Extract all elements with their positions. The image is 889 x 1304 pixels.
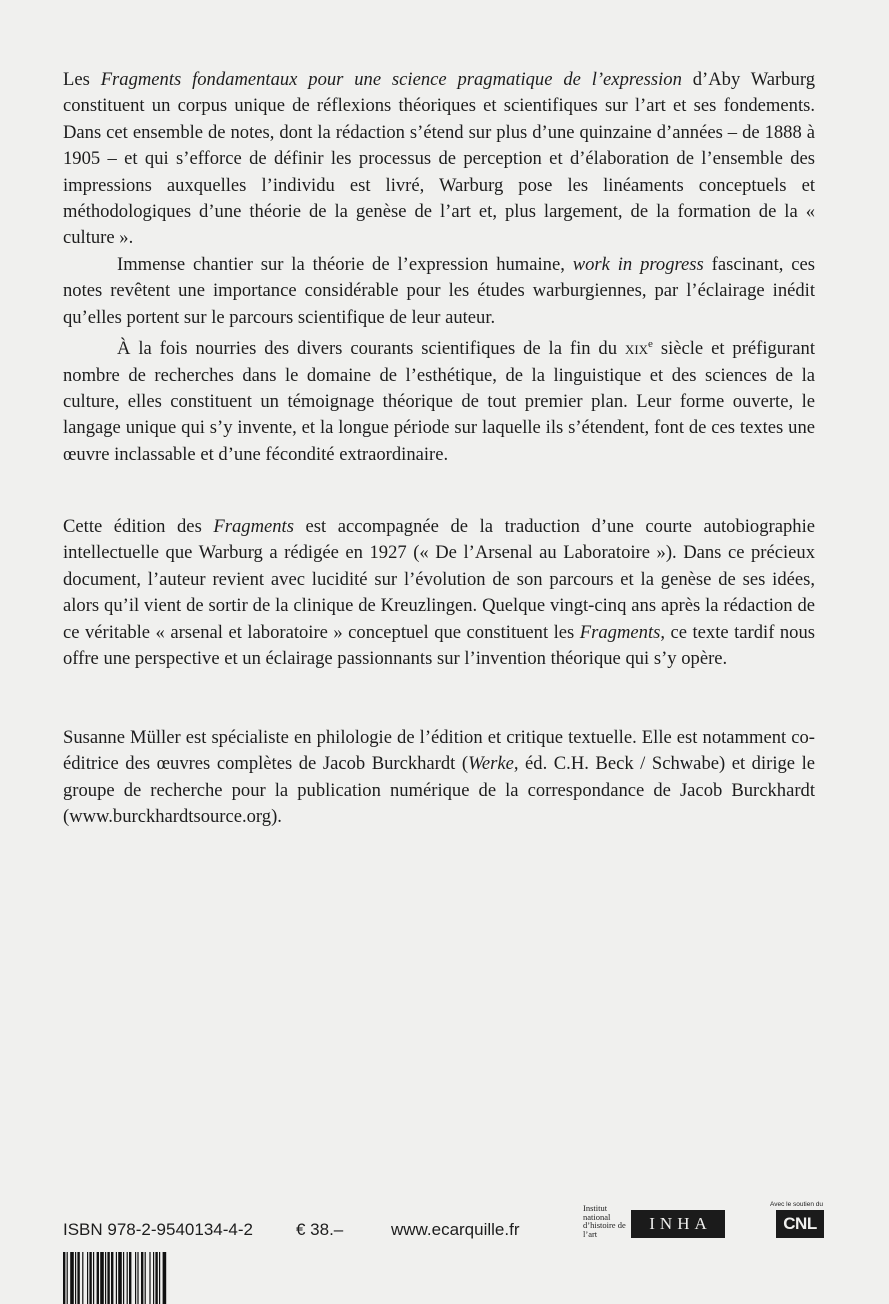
barcode-bar [149, 1252, 150, 1304]
italic-phrase: work in progress [572, 253, 704, 275]
barcode-bar [129, 1252, 131, 1304]
barcode-bar [67, 1252, 68, 1304]
author-block [63, 725, 815, 831]
text-segment: Les [63, 69, 101, 90]
description-block [63, 67, 815, 468]
cnl-caption: Avec le soutien du [770, 1201, 823, 1208]
italic-phrase: Fragments [213, 516, 294, 537]
text-segment: Susanne Müller est spécialiste en philologie de l’édition et critique textuelle. Elle est notamment co-éditrice des œuvres complètes de Jacob Burckhardt ( [63, 727, 815, 775]
barcode-bar [155, 1252, 157, 1304]
paragraph-intro [63, 67, 815, 252]
text-segment: Immense chantier sur la théorie de l’expression humaine, [117, 253, 573, 275]
paragraph-author [63, 725, 815, 831]
century-numeral: xix [624, 338, 649, 360]
barcode-bar [127, 1252, 128, 1304]
barcode-bar [123, 1252, 124, 1304]
isbn: ISBN 978-2-9540134-4-2 [63, 1220, 253, 1239]
barcode-bar [105, 1252, 106, 1304]
inha-logo-text: INHA [649, 1214, 712, 1233]
inha-label: Institut national d’histoire de l’art [583, 1203, 626, 1239]
barcode-bar [137, 1252, 138, 1304]
text-segment: , éd. C.H. Beck / Schwabe) et dirige le groupe de recherche pour la publication numérique de la correspondance de Jacob Burckhardt (www.burckhardtsource.org). [63, 753, 815, 828]
barcode-bar [63, 1252, 65, 1304]
barcode [63, 1252, 253, 1304]
barcode-bar [135, 1252, 136, 1304]
text-segment: fascinant, ces notes revêtent une importance considérable pour les études warburgiennes, par l’éclairage inédit qu’elles portent sur le parcours scientifique de leur auteur. [63, 253, 815, 328]
paragraph-work-in-progress [63, 252, 815, 331]
text-segment: est accompagnée de la traduction d’une courte autobiographie intellectuelle que Warburg a rédigée en 1927 (« De l’Arsenal au Laboratoire »). Dans ce précieux document, l’auteur revient avec lucidité sur l’évolution de son parcours et la genèse de ses idées, alors qu’il vient de sortir de la clinique de Kreuzlingen. Quelque vingt-cinq ans après la rédaction de ce véritable « arsenal et laboratoire » conceptuel que constituent les [63, 516, 815, 643]
italic-phrase: Fragments [579, 621, 661, 643]
barcode-bar [82, 1252, 83, 1304]
barcode-bar [153, 1252, 154, 1304]
edition-block [63, 514, 815, 672]
barcode-bar [141, 1252, 143, 1304]
text-segment: , ce texte tardif nous offre une perspective et un éclairage passionnants sur l’invention théorique qui s’y opère. [63, 621, 816, 670]
barcode-bar [77, 1252, 79, 1304]
barcode-bar [100, 1252, 104, 1304]
paragraph-edition [63, 514, 815, 672]
barcode-bar [145, 1252, 146, 1304]
barcode-bar [111, 1252, 113, 1304]
cnl-logo [776, 1210, 824, 1238]
barcode-bar [93, 1252, 94, 1304]
barcode-bar [118, 1252, 122, 1304]
text-segment: siècle et préfigurant nombre de recherches dans le domaine de l’esthétique, de la linguistique et des sciences de la culture, elles constituent un témoignage théorique de tout premier plan. Leur forme ouverte, le langage unique qui s’y invente, et la longue période sur laquelle ils s’étendent, font de ces textes une œuvre inclassable et d’une fécondité extraordinaire. [63, 338, 815, 465]
italic-phrase: Werke [468, 753, 514, 775]
book-title: Fragments fondamentaux pour une science pragmatique de l’expression [100, 69, 682, 90]
text-segment: d’Aby Warburg constituent un corpus unique de réflexions théoriques et scientifiques sur l’art et ses fondements. Dans cet ensemble de notes, dont la rédaction s’étend sur plus d’une quinzaine d’années – de 1888 à 1905 – et qui s’efforce de définir les processus de perception et d’élaboration de l’ensemble des impressions auxquelles l’individu est livré, Warburg pose les linéaments conceptuels et méthodologiques d’une théorie de la genèse de l’art et, plus largement, de la formation de la « culture ». [63, 69, 816, 249]
publisher-website: www.ecarquille.fr [391, 1220, 520, 1239]
barcode-bar [89, 1252, 91, 1304]
price: € 38.– [296, 1220, 344, 1239]
barcode-bar [116, 1252, 117, 1304]
barcode-bar [107, 1252, 109, 1304]
barcode-bar [75, 1252, 76, 1304]
text-segment: Cette édition des [63, 516, 214, 537]
barcode-bar [97, 1252, 99, 1304]
paragraph-context [63, 331, 815, 468]
century-superscript: e [648, 338, 653, 351]
cnl-logo-text: CNL [783, 1214, 817, 1233]
inha-logo [631, 1210, 725, 1238]
barcode-bar [163, 1252, 167, 1304]
barcode-bar [70, 1252, 74, 1304]
text-segment: À la fois nourries des divers courants scientifiques de la fin du [117, 338, 625, 360]
barcode-bar [159, 1252, 160, 1304]
barcode-bar [87, 1252, 88, 1304]
